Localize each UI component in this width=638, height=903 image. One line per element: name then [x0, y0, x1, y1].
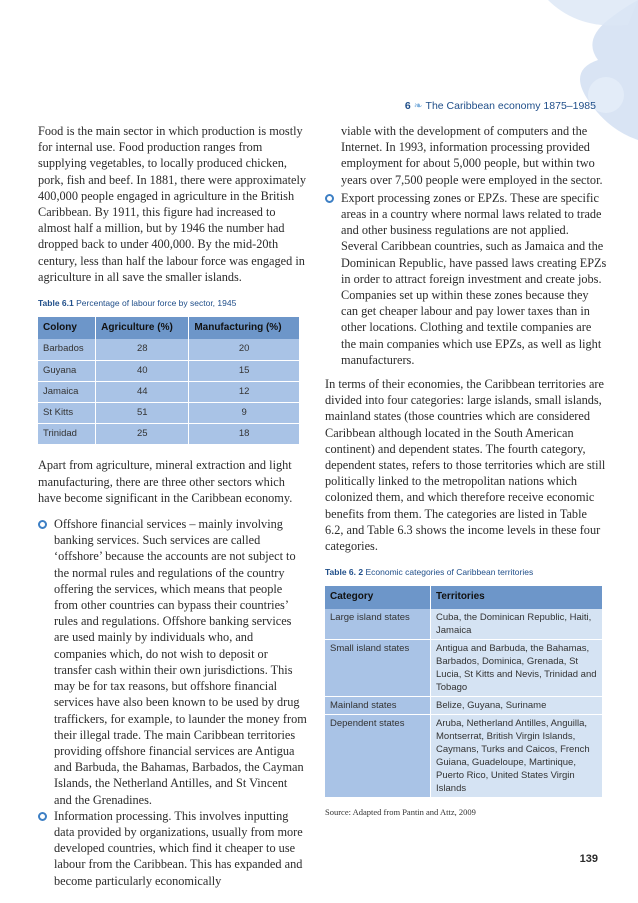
chapter-number: 6	[404, 100, 411, 112]
table-header: Category	[325, 586, 431, 608]
table-cell: 28	[96, 339, 189, 360]
chapter-symbol-icon: ❧	[413, 100, 423, 112]
table-cell: Belize, Guyana, Suriname	[431, 696, 603, 714]
bullet-icon	[38, 520, 47, 529]
table-row	[38, 403, 300, 424]
table-cell: Mainland states	[325, 696, 431, 714]
bullet-text-epz: Export processing zones or EPZs. These are specific areas in a country where normal laws related to trade and other business regulations are not applied. Several Caribbean countries, such as Jamaica and the Dominican Republic, have passed laws creating EPZs in order to attract foreign investment and create jobs. Companies set up within these zones because they can get cheaper labour and pay lower taxes than in other locations. Clothing and textile companies are the main companies which use EPZs, as well as light manufacturers.	[341, 190, 607, 367]
table-row	[325, 639, 603, 696]
table-row	[38, 424, 300, 445]
table-row	[38, 360, 300, 381]
list-item	[325, 190, 607, 368]
table-6-1	[38, 317, 300, 445]
paragraph-food-sector: Food is the main sector in which production is mostly for internal use. Food production ranges from supplying vegetables, to locally produced chicken, pork, fish and beef. In 1881, there were approximately 400,000 people engaged in agriculture in the British Caribbean. By 1911, this figure had increased to almost half a million, but by 1946 the number had dropped back to under 400,000. By the mid-20th century, less than half the labour force was engaged in agriculture in all save the smaller islands.	[38, 124, 307, 284]
table-cell: 18	[189, 424, 300, 445]
table-row	[325, 696, 603, 714]
table-cell: 44	[96, 381, 189, 402]
table-header: Manufacturing (%)	[189, 317, 300, 339]
table-cell: 9	[189, 403, 300, 424]
table-cell: 12	[189, 381, 300, 402]
bullet-text-information: Information processing. This involves inputting data provided by organizations, usually from more developed countries, which find it cheaper to use labour from the Caribbean. This has expanded and become particularly economically	[54, 808, 303, 888]
table-header: Territories	[431, 586, 603, 608]
table-cell: Barbados	[38, 339, 96, 360]
paragraph-categories: In terms of their economies, the Caribbean territories are divided into four categories: large islands, small islands, mainland states (those countries which are considered Caribbean although located in the South American continent) and dependent states. The fourth category, dependent states, refers to those territories which are still politically linked to the metropolitan nations which colonized them, and which therefore receive economic benefits from them. The categories are listed in Table 6.2, and Table 6.3 shows the income levels in these four categories.	[325, 377, 606, 554]
bullet-icon	[38, 812, 47, 821]
table-cell: Trinidad	[38, 424, 96, 445]
table-cell: Aruba, Netherland Antilles, Anguilla, Montserrat, British Virgin Islands, Caymans, Turks and Caicos, French Guiana, Guadeloupe, Martinique, Puerto Rico, United States Virgin Islands	[431, 714, 603, 797]
table-cell: St Kitts	[38, 403, 96, 424]
decorative-swirl-graphic	[488, 0, 638, 140]
paragraph-continuation: viable with the development of computers and the Internet. In 1993, information processing provided employment for about 5,000 people, but within two years over 7,500 people were employed in the sector.	[341, 124, 603, 187]
right-column	[325, 123, 607, 820]
list-item	[38, 808, 308, 889]
table-cell: 25	[96, 424, 189, 445]
table-cell: Small island states	[325, 639, 431, 696]
bullet-text-offshore: Offshore financial services – mainly involving banking services. Such services are called ‘offshore’ because the accounts are not subject to the normal rules and regulations of the country offering the services, which means that people from other countries can bypass their countries’ rules and regulations. Offshore banking services are used mainly by individuals who, and companies which, do not wish to deposit or transfer cash within their own jurisdictions. This may be for tax reasons, but offshore financial services have also been known to be used by drug traffickers, for example, to launder the money from their illegal trade. The main Caribbean territories providing offshore financial services are Antigua and Barbuda, the Bahamas, Barbados, the Cayman Islands, the Netherland Antilles, and St Vincent and the Grenadines.	[54, 517, 307, 807]
paragraph-other-sectors: Apart from agriculture, mineral extraction and light manufacturing, there are three other sectors which have become significant in the Caribbean economy.	[38, 458, 293, 505]
table-cell: Antigua and Barbuda, the Bahamas, Barbados, Dominica, Grenada, St Lucia, St Kitts and Nevis, Trinidad and Tobago	[431, 639, 603, 696]
running-header	[405, 100, 596, 112]
table-row	[38, 339, 300, 360]
table-6-1-label: Table 6.1	[38, 298, 74, 309]
table-cell: 51	[96, 403, 189, 424]
epz-bullet-list	[325, 190, 607, 368]
table-row	[38, 381, 300, 402]
table-cell: Jamaica	[38, 381, 96, 402]
chapter-title: The Caribbean economy 1875–1985	[425, 100, 596, 112]
table-cell: 20	[189, 339, 300, 360]
left-column	[38, 123, 308, 897]
table-cell: Dependent states	[325, 714, 431, 797]
table-6-2-caption	[325, 564, 607, 580]
table-row	[325, 714, 603, 797]
table-6-1-title: Percentage of labour force by sector, 1945	[76, 298, 237, 309]
table-cell: Large island states	[325, 609, 431, 640]
page-number: 139	[579, 853, 598, 865]
table-header: Colony	[38, 317, 96, 339]
table-row	[325, 609, 603, 640]
table-6-1-caption	[38, 295, 308, 311]
table-6-2-label: Table 6. 2	[325, 567, 364, 578]
table-6-2	[325, 586, 603, 797]
table-cell: Guyana	[38, 360, 96, 381]
bullet-icon	[325, 194, 334, 203]
table-cell: 40	[96, 360, 189, 381]
table-header: Agriculture (%)	[96, 317, 189, 339]
sector-bullet-list	[38, 516, 308, 889]
table-source-note: Source: Adapted from Pantin and Attz, 2009	[325, 806, 476, 817]
table-cell: Cuba, the Dominican Republic, Haiti, Jamaica	[431, 609, 603, 640]
table-6-2-title: Economic categories of Caribbean territories	[365, 567, 534, 578]
list-item	[38, 516, 308, 808]
table-cell: 15	[189, 360, 300, 381]
